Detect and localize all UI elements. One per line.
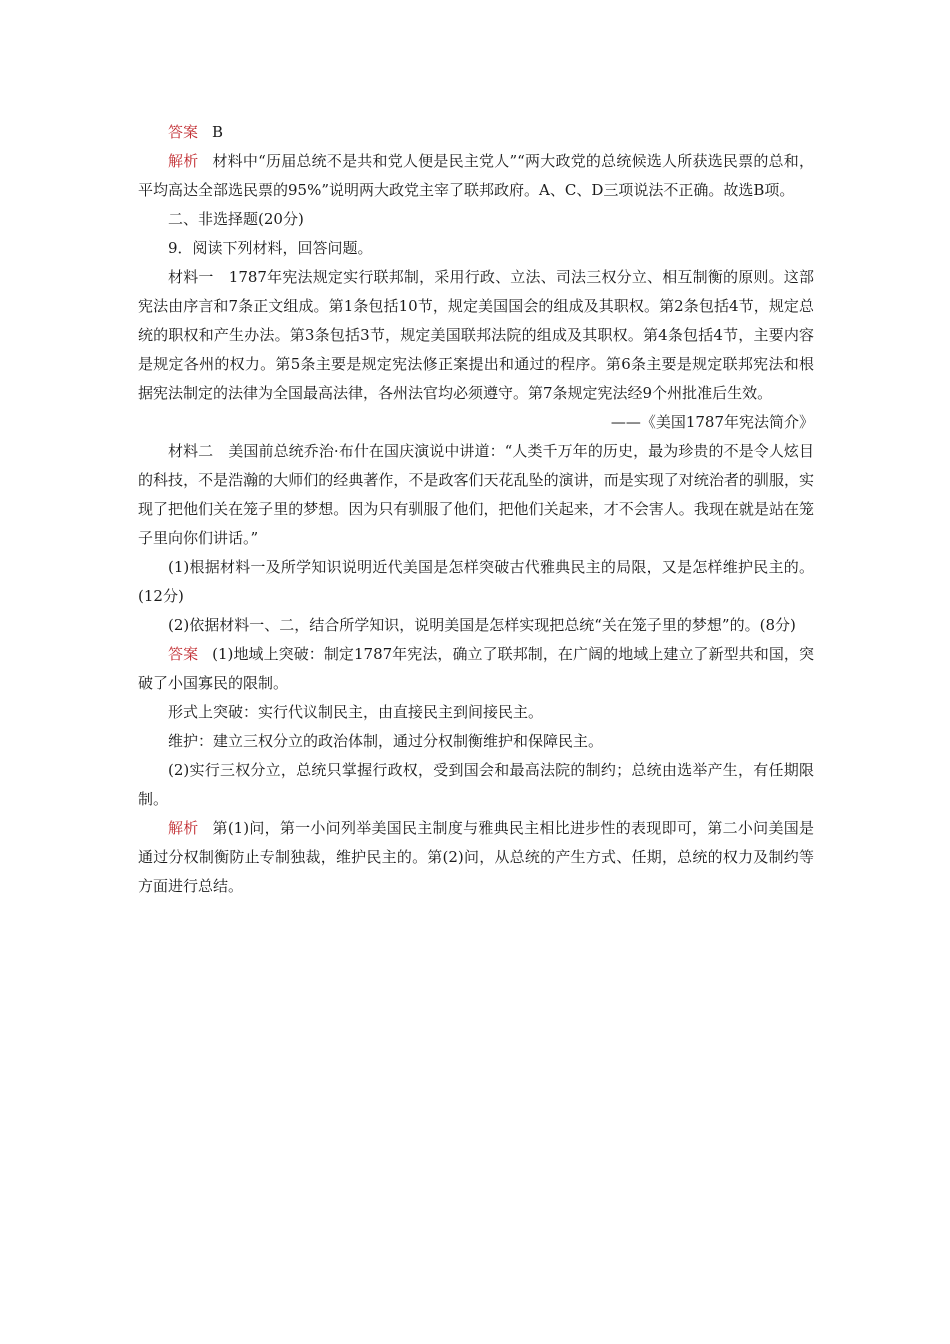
q9-analysis: [138, 814, 814, 901]
q9-question2: (2)依据材料一、二，结合所学知识，说明美国是怎样实现把总统“关在笼子里的梦想”的。(8分): [168, 616, 796, 634]
answer-text: (1)地域上突破：制定1787年宪法，确立了联邦制，在广阔的地域上建立了新型共和国，突破了小国寡民的限制。: [138, 645, 814, 692]
q9-answer3: 维护：建立三权分立的政治体制，通过分权制衡维护和保障民主。: [168, 732, 604, 750]
q9-answer2: 形式上突破：实行代议制民主，由直接民主到间接民主。: [168, 703, 544, 721]
analysis-text: 材料中“历届总统不是共和党人便是民主党人”“两大政党的总统候选人所获选民票的总和，平均高达全部选民票的95%”说明两大政党主宰了联邦政府。A、C、D三项说法不正确。故选B项。: [138, 152, 814, 199]
answer-label: 答案: [168, 645, 199, 663]
analysis-label: 解析: [168, 819, 199, 837]
q9-material1-source: ——《美国1787年宪法简介》: [610, 413, 814, 431]
analysis-text: 第(1)问，第一小问列举美国民主制度与雅典民主相比进步性的表现即可，第二小问美国是通过分权制衡防止专制独裁，维护民主的。第(2)问，从总统的产生方式、任期，总统的权力及制约等方面进行总结。: [138, 819, 814, 895]
q9-material2: 材料二 美国前总统乔治·布什在国庆演说中讲道：“人类千万年的历史，最为珍贵的不是令人炫目的科技，不是浩瀚的大师们的经典著作，不是政客们天花乱坠的演讲，而是实现了对统治者的驯服，实现了把他们关在笼子里的梦想。因为只有驯服了他们，把他们关起来，才不会害人。我现在就是站在笼子里向你们讲话。”: [138, 442, 814, 547]
q9-answer4: (2)实行三权分立，总统只掌握行政权，受到国会和最高法院的制约；总统由选举产生，有任期限制。: [138, 761, 814, 808]
q9-material1: 材料一 1787年宪法规定实行联邦制，采用行政、立法、司法三权分立、相互制衡的原则。这部宪法由序言和7条正文组成。第1条包括10节，规定美国国会的组成及其职权。第2条包括4节，规定总统的职权和产生办法。第3条包括3节，规定美国联邦法院的组成及其职权。第4条包括4节，主要内容是规定各州的权力。第5条主要是规定宪法修正案提出和通过的程序。第6条主要是规定联邦宪法和根据宪法制定的法律为全国最高法律，各州法官均必须遵守。第7条规定宪法经9个州批准后生效。: [138, 268, 814, 402]
document-page: [138, 118, 814, 901]
analysis-label: 解析: [168, 152, 199, 170]
q8-answer: [138, 118, 814, 147]
answer-label: 答案: [168, 123, 199, 141]
q9-answer1: [138, 640, 814, 698]
answer-value: B: [212, 123, 224, 141]
q9-question1: (1)根据材料一及所学知识说明近代美国是怎样突破古代雅典民主的局限，又是怎样维护民主的。(12分): [138, 558, 814, 605]
q9-stem: 9．阅读下列材料，回答问题。: [168, 239, 373, 257]
section-title: 二、非选择题(20分): [168, 210, 304, 228]
q8-analysis: [138, 147, 814, 205]
